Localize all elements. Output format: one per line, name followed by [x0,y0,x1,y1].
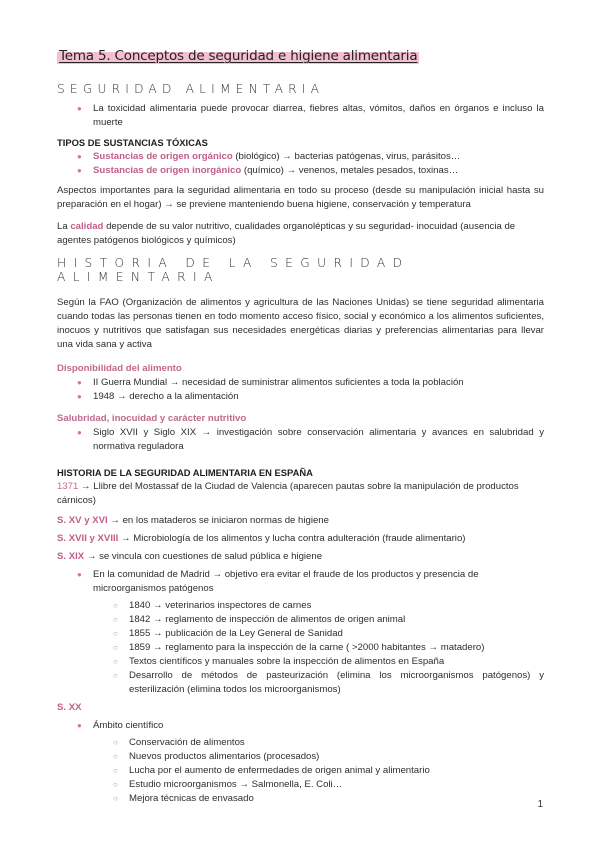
madrid-text: En la comunidad de Madrid → objetivo era evitar el fraude de los productos y presencia de microorganismos patógenos [93,569,479,594]
list-item: ● 1948 → derecho a la alimentación [57,390,544,404]
ambito-text: Ámbito científico [93,720,164,731]
list-salubridad [57,426,544,454]
label-sxx: S. XX [57,702,82,713]
heading-espana: HISTORIA DE LA SEGURIDAD ALIMENTARIA EN ESPAÑA [57,467,313,478]
para-aspectos: Aspectos importantes para la seguridad alimentaria en todo su proceso (desde su manipulación inicial hasta su preparación en el hogar) → se previene manteniendo buena higiene, conservación y temperatura [57,185,544,210]
list-sxx [57,719,544,806]
list-sxix [57,568,544,697]
list-item: ○ Estudio microorganismos → Salmonella, E. Coli… [57,778,544,792]
calidad-prefix: La [57,221,71,232]
entry-sxv [57,514,544,528]
text-sxvii: → Microbiología de los alimentos y lucha contra adulteración (fraude alimentario) [118,533,466,544]
list-item: ● La toxicidad alimentaria puede provocar diarrea, fiebres altas, vómitos, daños en órganos e incluso la muerte [57,102,544,130]
text-inorganico: (químico) → venenos, metales pesados, toxinas… [241,165,459,176]
list-item: ○ Desarrollo de métodos de pasteurización (elimina los microorganismos patógenos) y esterilización (elimina todos los microorganismos) [57,669,544,697]
list-item: ○ Lucha por el aumento de enfermedades de origen animal y alimentario [57,764,544,778]
list-madrid [93,599,544,697]
list-item: ○ 1840 → veterinarios inspectores de carnes [57,599,544,613]
para-fao: Según la FAO (Organización de alimentos y agricultura de las Naciones Unidas) se tiene seguridad alimentaria cuando todas las personas tienen en todo momento acceso físico, social y económico a los alimentos suficientes, inocuos y nutritivos que satisfagan sus necesidades energéticas diarias y preferencias alimentarias para llevar una vida sana y activa [57,297,544,350]
document-page [57,48,544,806]
list-item: ○ Textos científicos y manuales sobre la inspección de alimentos en España [57,655,544,669]
list-item: ○ 1842 → reglamento de inspección de alimentos de origen animal [57,613,544,627]
list-item: ● Siglo XVII y Siglo XIX → investigación sobre conservación alimentaria y avances en salubridad y normativa reguladora [57,426,544,454]
label-sxix: S. XIX [57,551,85,562]
list-item: ○ 1859 → reglamento para la inspección de la carne ( >2000 habitantes → matadero) [57,641,544,655]
calidad-rest: depende de su valor nutritivo, cualidades organolépticas y su seguridad- inocuidad (ausencia de agentes patógenos biológicos y químicos) [57,221,516,246]
list-ambito [93,736,544,806]
text-organico: (biológico) → bacterias patógenas, virus, parásitos… [232,151,461,162]
list-item: ○ Conservación de alimentos [57,736,544,750]
label-1371: 1371 [57,481,79,492]
entry-sxvii [57,532,544,546]
text-sxix: → se vincula con cuestiones de salud pública e higiene [84,551,323,562]
list-item: ○ 1855 → publicación de la Ley General de Sanidad [57,627,544,641]
entry-sxix [57,550,544,564]
list-tipos [57,150,544,178]
heading-historia: HISTORIA DE LA SEGURIDAD ALIMENTARIA [57,256,410,284]
list-item: ● II Guerra Mundial → necesidad de suministrar alimentos suficientes a toda la población [57,376,544,390]
heading-disponibilidad: Disponibilidad del alimento [57,363,182,374]
list-item [57,568,544,697]
label-sxv: S. XV y XVI [57,515,108,526]
label-sxvii: S. XVII y XVIII [57,533,119,544]
list-item [57,150,544,164]
text-sxv: → en los mataderos se iniciaron normas de higiene [107,515,329,526]
heading-salubridad: Salubridad, inocuidad y carácter nutritivo [57,413,247,424]
list-item [57,164,544,178]
label-organico: Sustancias de origen orgánico [93,151,233,162]
list-toxicidad [57,102,544,130]
para-calidad [57,220,544,248]
heading-tipos: TIPOS DE SUSTANCIAS TÓXICAS [57,137,208,148]
calidad-word: calidad [70,221,104,232]
list-item [57,719,544,806]
page-title: Tema 5. Conceptos de seguridad e higiene alimentaria [59,48,418,64]
list-item: ○ Mejora técnicas de envasado [57,792,544,806]
list-disponibilidad [57,376,544,404]
title-highlight [57,48,419,64]
label-inorganico: Sustancias de origen inorgánico [93,165,242,176]
list-item: ○ Nuevos productos alimentarios (procesados) [57,750,544,764]
entry-1371 [57,480,544,508]
page-number: 1 [537,799,543,810]
heading-seguridad: SEGURIDAD ALIMENTARIA [57,82,325,96]
text-1371: → Llibre del Mostassaf de la Ciudad de Valencia (aparecen pautas sobre la manipulación de productos cárnicos) [57,481,519,506]
